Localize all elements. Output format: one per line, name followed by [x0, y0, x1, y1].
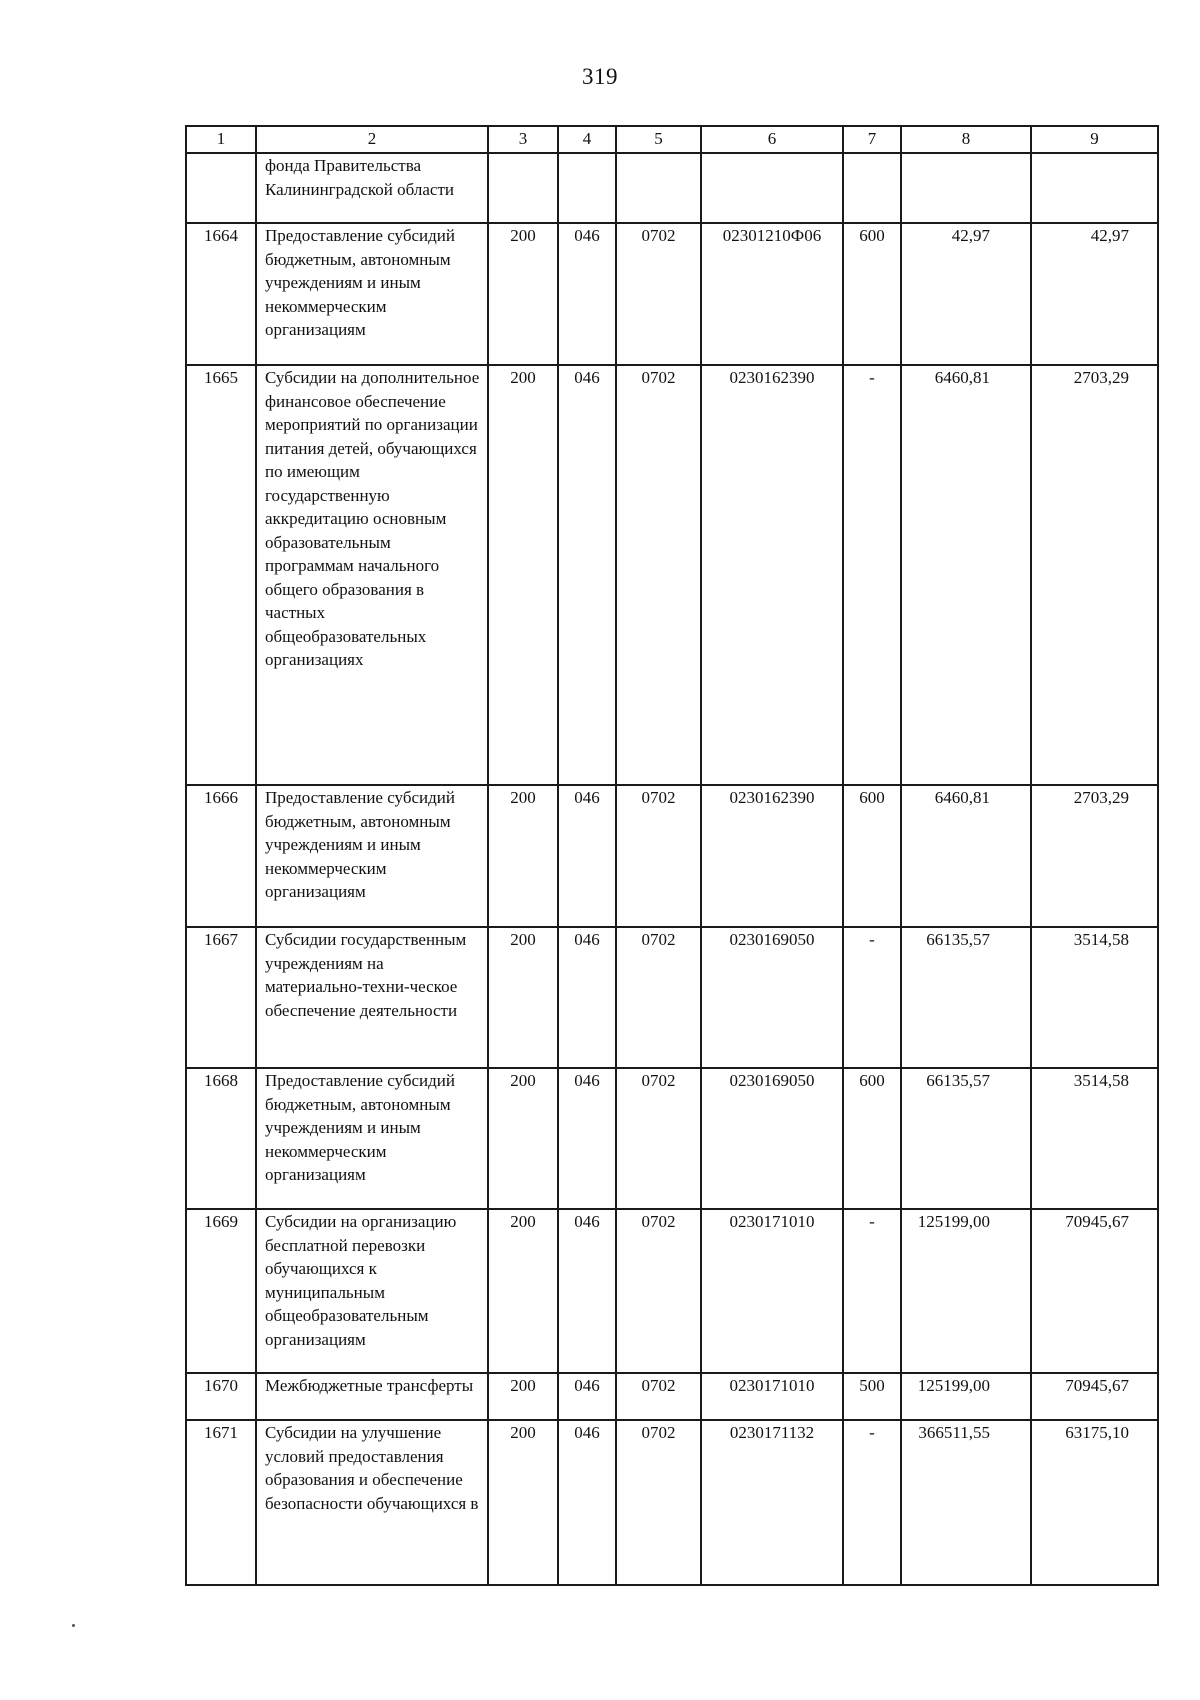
cell-col3: 200 — [488, 1209, 558, 1373]
cell-col6: 0230169050 — [701, 927, 843, 1068]
table-row — [186, 1209, 1158, 1373]
column-header: 7 — [843, 126, 901, 153]
column-header: 3 — [488, 126, 558, 153]
item-name: Субсидии на организацию бесплатной перевозки обучающихся к муниципальным общеобразовательным организациям — [256, 1209, 488, 1373]
cell-col7: 600 — [843, 785, 901, 927]
cell-col3: 200 — [488, 1068, 558, 1209]
row-number: 1667 — [186, 927, 256, 1068]
cell-col5: 0702 — [616, 1420, 701, 1585]
cell-col5 — [616, 153, 701, 223]
cell-col4: 046 — [558, 223, 616, 365]
table-row — [186, 1068, 1158, 1209]
cell-col9: 63175,10 — [1031, 1420, 1158, 1585]
cell-col3: 200 — [488, 785, 558, 927]
cell-col6: 0230169050 — [701, 1068, 843, 1209]
scan-dot — [72, 1624, 75, 1627]
cell-col9: 70945,67 — [1031, 1373, 1158, 1420]
cell-col6: 02301210Ф06 — [701, 223, 843, 365]
cell-col3: 200 — [488, 223, 558, 365]
cell-col8: 6460,81 — [901, 785, 1031, 927]
table-row — [186, 785, 1158, 927]
cell-col9: 42,97 — [1031, 223, 1158, 365]
cell-col9 — [1031, 153, 1158, 223]
budget-table — [185, 125, 1159, 1586]
cell-col7: 600 — [843, 1068, 901, 1209]
row-number: 1664 — [186, 223, 256, 365]
item-name: Предоставление субсидий бюджетным, автономным учреждениям и иным некоммерческим организациям — [256, 1068, 488, 1209]
item-name: фонда Правительства Калининградской области — [256, 153, 488, 223]
cell-col4: 046 — [558, 1373, 616, 1420]
cell-col5: 0702 — [616, 1373, 701, 1420]
cell-col7: 600 — [843, 223, 901, 365]
cell-col4 — [558, 153, 616, 223]
row-number: 1665 — [186, 365, 256, 785]
row-number: 1670 — [186, 1373, 256, 1420]
table-row — [186, 223, 1158, 365]
cell-col9: 3514,58 — [1031, 927, 1158, 1068]
column-header: 8 — [901, 126, 1031, 153]
item-name: Межбюджетные трансферты — [256, 1373, 488, 1420]
cell-col7: 500 — [843, 1373, 901, 1420]
table-row — [186, 1373, 1158, 1420]
column-header: 6 — [701, 126, 843, 153]
cell-col3: 200 — [488, 927, 558, 1068]
cell-col8: 42,97 — [901, 223, 1031, 365]
column-header: 2 — [256, 126, 488, 153]
cell-col7: - — [843, 365, 901, 785]
cell-col6: 0230171132 — [701, 1420, 843, 1585]
row-number — [186, 153, 256, 223]
cell-col8 — [901, 153, 1031, 223]
cell-col6: 0230171010 — [701, 1373, 843, 1420]
column-header: 9 — [1031, 126, 1158, 153]
cell-col6: 0230162390 — [701, 365, 843, 785]
cell-col9: 3514,58 — [1031, 1068, 1158, 1209]
column-header: 4 — [558, 126, 616, 153]
cell-col6: 0230162390 — [701, 785, 843, 927]
item-name: Субсидии на улучшение условий предоставления образования и обеспечение безопасности обучающихся в — [256, 1420, 488, 1585]
cell-col4: 046 — [558, 365, 616, 785]
column-header: 5 — [616, 126, 701, 153]
column-header: 1 — [186, 126, 256, 153]
cell-col5: 0702 — [616, 1209, 701, 1373]
cell-col5: 0702 — [616, 1068, 701, 1209]
cell-col9: 2703,29 — [1031, 785, 1158, 927]
cell-col4: 046 — [558, 785, 616, 927]
cell-col9: 70945,67 — [1031, 1209, 1158, 1373]
cell-col5: 0702 — [616, 223, 701, 365]
cell-col5: 0702 — [616, 365, 701, 785]
cell-col7: - — [843, 1420, 901, 1585]
row-number: 1666 — [186, 785, 256, 927]
cell-col4: 046 — [558, 1209, 616, 1373]
cell-col6: 0230171010 — [701, 1209, 843, 1373]
table-header-row — [186, 126, 1158, 153]
cell-col4: 046 — [558, 1420, 616, 1585]
table-row — [186, 153, 1158, 223]
cell-col3 — [488, 153, 558, 223]
cell-col5: 0702 — [616, 927, 701, 1068]
cell-col7: - — [843, 927, 901, 1068]
item-name: Субсидии государственным учреждениям на материально-техни-ческое обеспечение деятельности — [256, 927, 488, 1068]
cell-col8: 66135,57 — [901, 927, 1031, 1068]
cell-col5: 0702 — [616, 785, 701, 927]
cell-col8: 66135,57 — [901, 1068, 1031, 1209]
cell-col7 — [843, 153, 901, 223]
cell-col3: 200 — [488, 365, 558, 785]
cell-col8: 125199,00 — [901, 1373, 1031, 1420]
item-name: Предоставление субсидий бюджетным, автономным учреждениям и иным некоммерческим организациям — [256, 785, 488, 927]
cell-col3: 200 — [488, 1373, 558, 1420]
cell-col3: 200 — [488, 1420, 558, 1585]
cell-col8: 125199,00 — [901, 1209, 1031, 1373]
row-number: 1669 — [186, 1209, 256, 1373]
table-row — [186, 927, 1158, 1068]
cell-col8: 6460,81 — [901, 365, 1031, 785]
table-row — [186, 365, 1158, 785]
table-row — [186, 1420, 1158, 1585]
page-number: 319 — [582, 64, 618, 89]
cell-col8: 366511,55 — [901, 1420, 1031, 1585]
cell-col4: 046 — [558, 927, 616, 1068]
cell-col7: - — [843, 1209, 901, 1373]
cell-col6 — [701, 153, 843, 223]
cell-col9: 2703,29 — [1031, 365, 1158, 785]
cell-col4: 046 — [558, 1068, 616, 1209]
row-number: 1668 — [186, 1068, 256, 1209]
row-number: 1671 — [186, 1420, 256, 1585]
item-name: Предоставление субсидий бюджетным, автономным учреждениям и иным некоммерческим организациям — [256, 223, 488, 365]
item-name: Субсидии на дополнительное финансовое обеспечение мероприятий по организации питания детей, обучающихся по имеющим государственную аккредитацию основным образовательным программам начального общего образования в частных общеобразовательных организациях — [256, 365, 488, 785]
